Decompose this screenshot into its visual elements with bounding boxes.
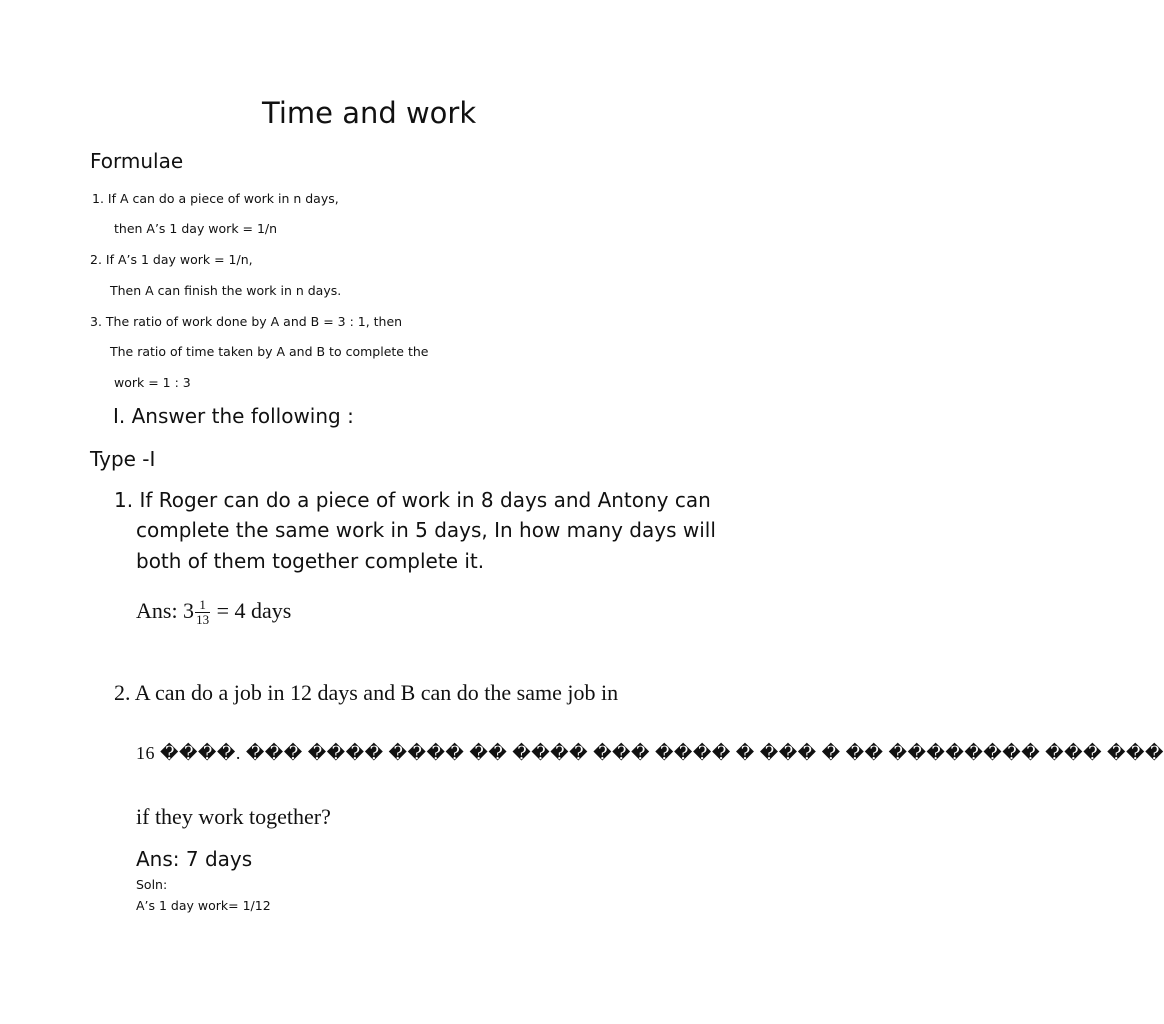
question-1-line-3: both of them together complete it. [136, 549, 485, 573]
formula-2-line-1: 2. If A’s 1 day work = 1/n, [90, 252, 253, 267]
solution-label: Soln: [136, 877, 168, 892]
fraction-numerator: 1 [199, 597, 206, 613]
formula-3-line-1: 3. The ratio of work done by A and B = 3 : 1, then [90, 314, 403, 329]
question-2-line-2: 16 ����. ��� ���� ���� �� ���� ��� ���� � ��� � �� �������� ��� ��� [136, 743, 1164, 763]
question-2-line-1: 2. A can do a job in 12 days and B can do the same job in [114, 680, 619, 705]
question-1-line-1: 1. If Roger can do a piece of work in 8 days and Antony can [114, 488, 711, 512]
formula-1-line-1: 1. If A can do a piece of work in n days, [92, 191, 339, 206]
solution-line: A’s 1 day work= 1/12 [136, 898, 271, 913]
formula-3-line-3: work = 1 : 3 [114, 375, 191, 390]
answer-prefix: Ans: 3 [136, 598, 195, 623]
question-1-answer [136, 598, 291, 627]
fraction-denominator: 13 [196, 612, 210, 628]
question-2-line-3: if they work together? [136, 804, 331, 829]
formulae-heading: Formulae [90, 149, 184, 173]
answer-suffix: = 4 days [216, 598, 292, 623]
question-1-line-2: complete the same work in 5 days, In how many days will [136, 518, 716, 542]
answer-fraction [195, 598, 210, 627]
page-title: Time and work [262, 96, 477, 130]
formula-1-line-2: then A’s 1 day work = 1/n [114, 221, 278, 236]
question-2-answer: Ans: 7 days [136, 847, 253, 871]
type-heading: Type -I [90, 447, 156, 471]
section-heading: I. Answer the following : [113, 404, 354, 428]
formula-3-line-2: The ratio of time taken by A and B to complete the [110, 344, 429, 359]
formula-2-line-2: Then A can finish the work in n days. [110, 283, 342, 298]
